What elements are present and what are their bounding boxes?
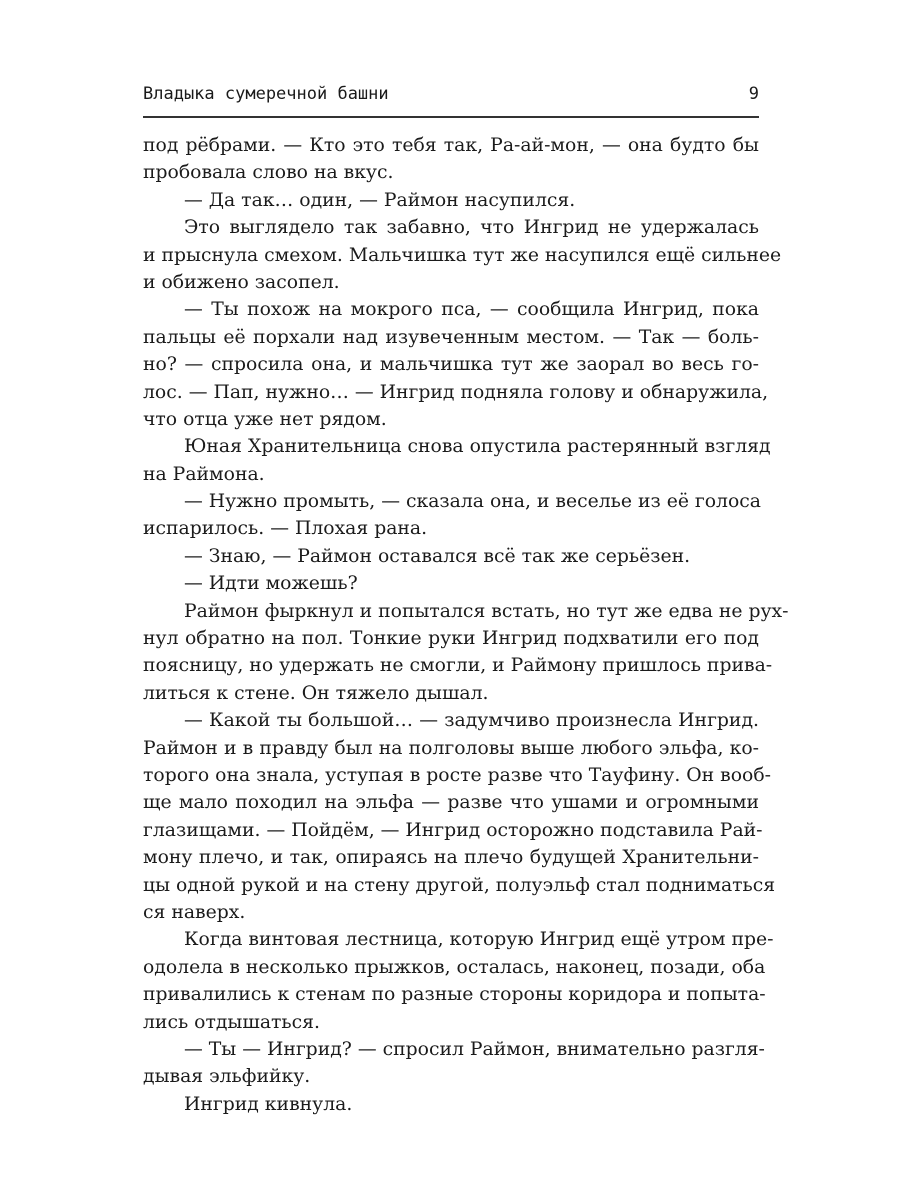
text-line: но? — спросила она, и мальчишка тут же заорал во весь го- (143, 354, 759, 376)
header-rule (143, 116, 759, 118)
text-line: на Раймона. (143, 463, 265, 485)
text-line: ся наверх. (143, 901, 246, 923)
text-line: дывая эльфийку. (143, 1066, 311, 1088)
text-line: Когда винтовая лестница, которую Ингрид ещё утром пре- (184, 929, 774, 951)
running-head (143, 84, 759, 112)
text-line: привалились к стенам по разные стороны коридора и попыта- (143, 984, 766, 1006)
text-line: одолела в несколько прыжков, осталась, наконец, позади, оба (143, 956, 766, 978)
text-line: — Какой ты большой… — задумчиво произнесла Ингрид. (184, 710, 759, 732)
text-line: лос. — Пап, нужно… — Ингрид подняла голову и обнаружила, (143, 381, 769, 403)
text-line: пробовала слово на вкус. (143, 162, 394, 184)
text-line: Это выглядело так забавно, что Ингрид не удержалась (184, 217, 759, 239)
text-line: Раймон и в правду был на полголовы выше любого эльфа, ко- (143, 737, 759, 759)
text-line: — Да так… один, — Раймон насупился. (184, 189, 576, 211)
text-line: торого она знала, уступая в росте разве что Тауфину. Он вооб- (143, 764, 772, 786)
text-line: — Нужно промыть, — сказала она, и веселье из её голоса (184, 491, 762, 513)
text-line: поясницу, но удержать не смогли, и Раймону пришлось прива- (143, 655, 773, 677)
text-line: цы одной рукой и на стену другой, полуэльф стал подниматься (143, 874, 776, 896)
page-number: 9 (748, 84, 759, 104)
text-line: и обижено засопел. (143, 271, 340, 293)
text-line: — Ты — Ингрид? — спросил Раймон, внимательно разгля- (184, 1038, 765, 1060)
text-line: пальцы её порхали над изувеченным местом. — Так — боль- (143, 326, 759, 348)
text-line: мону плечо, и так, опираясь на плечо будущей Хранительни- (143, 847, 759, 869)
text-line: испарилось. — Плохая рана. (143, 518, 428, 540)
text-line: глазищами. — Пойдём, — Ингрид осторожно подставила Рай- (143, 819, 763, 841)
text-line: и прыснула смехом. Мальчишка тут же насупился ещё сильнее (143, 244, 782, 266)
text-line: Ингрид кивнула. (184, 1093, 353, 1115)
text-line: что отца уже нет рядом. (143, 408, 387, 430)
text-line: литься к стене. Он тяжело дышал. (143, 682, 489, 704)
text-line: ще мало походил на эльфа — разве что ушами и огромными (143, 792, 759, 814)
running-head-title: Владыка сумеречной башни (143, 84, 389, 104)
text-line: — Идти можешь? (184, 573, 358, 595)
text-line: — Знаю, — Раймон оставался всё так же серьёзен. (184, 545, 691, 567)
text-line: Юная Хранительница снова опустила растерянный взгляд (184, 436, 771, 458)
text-line: Раймон фыркнул и попытался встать, но тут же едва не рух- (184, 600, 789, 622)
text-line: нул обратно на пол. Тонкие руки Ингрид подхватили его под (143, 628, 759, 650)
text-line: лись отдышаться. (143, 1011, 320, 1033)
text-line: под рёбрами. — Кто это тебя так, Ра-ай-мон, — она будто бы (143, 135, 759, 156)
text-line: — Ты похож на мокрого пса, — сообщила Ингрид, пока (184, 299, 759, 321)
body-text (143, 132, 789, 1118)
